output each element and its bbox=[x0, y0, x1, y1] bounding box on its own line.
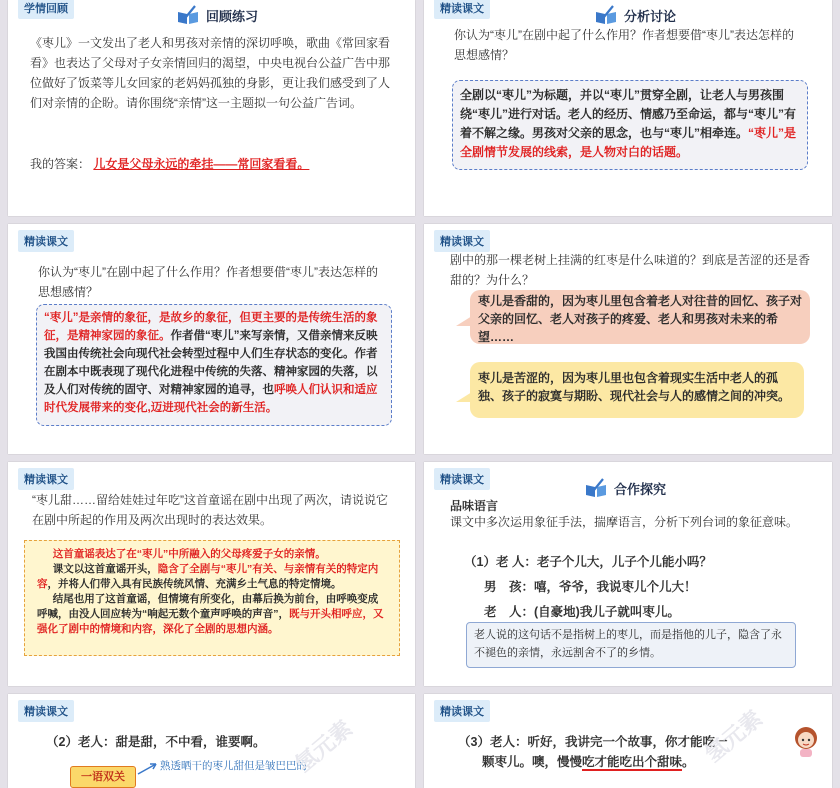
dialogue-question: （2）老人：甜是甜，不中看，谁要啊。 bbox=[46, 735, 266, 749]
answer-line bbox=[30, 154, 398, 174]
dialogue-line-2: 老 人：(自豪地)我儿子就叫枣儿。 bbox=[484, 605, 680, 619]
dialogue-line-2a: 颗枣儿。噢，慢慢 bbox=[482, 755, 583, 769]
pun-note: 熟透晒干的枣儿甜但是皱巴巴的 bbox=[160, 760, 307, 772]
panel-cooperate bbox=[424, 462, 832, 686]
answer-line-2a: 课文以这首童谣开头， bbox=[52, 563, 158, 575]
sweet-bubble bbox=[470, 290, 810, 344]
section-tag: 学情回顾 bbox=[18, 0, 74, 19]
explain-text: 老人说的这句话不是指树上的枣儿，而是指他的儿子，隐含了永不褪色的亲情，永远割舍不了的乡情。 bbox=[474, 629, 782, 659]
answer-box bbox=[452, 80, 808, 170]
answer-black: 作者借“枣儿”来写亲情，又借亲情来反映我国由传统社会向现代社会转型过程中人们生存状态的变化。作者在剧本中既表现了现代化进程中传统的失落、精神家园的失落，以及人们对传统的固守、对精神家园的追寻，也 bbox=[44, 330, 378, 396]
question-text: 你认为“枣儿”在剧中起了什么作用？作者想要借“枣儿”表达怎样的思想感情？ bbox=[38, 265, 378, 299]
explain-box bbox=[466, 622, 796, 668]
answer-line-2b: 隐含了全剧与“枣儿”有关、与亲情有关的特定内容 bbox=[37, 563, 379, 590]
panel-discussion bbox=[424, 0, 832, 216]
bitter-text: 枣儿是苦涩的，因为枣儿里也包含着现实生活中老人的孤独、孩子的寂寞与期盼、现代社会与人的感情之间的冲突。 bbox=[478, 371, 791, 403]
answer-box bbox=[24, 540, 400, 656]
arrow-icon bbox=[136, 760, 160, 778]
panel-symbol bbox=[8, 224, 415, 454]
answer-red-2: 呼唤人们认识和适应时代发展带来的变化,迈进现代社会的新生活。 bbox=[44, 384, 378, 414]
answer-line-2 bbox=[37, 562, 387, 592]
section-tag: 精读课文 bbox=[434, 0, 490, 19]
watermark-text: 氢元素 bbox=[290, 715, 357, 778]
pun-badge: 一语双关 bbox=[70, 766, 136, 788]
answer-red: “枣儿”是全剧情节发展的线索，是人物对白的话题。 bbox=[460, 126, 797, 159]
section-tag: 精读课文 bbox=[18, 230, 74, 252]
sweet-text: 枣儿是香甜的，因为枣儿里包含着老人对往昔的回忆、孩子对父亲的回忆、老人对孩子的疼爱、老人和男孩对未来的希望…… bbox=[478, 294, 803, 344]
question-text: 你认为“枣儿”在剧中起了什么作用？作者想要借“枣儿”表达怎样的思想感情？ bbox=[454, 28, 794, 62]
answer-line-1: 这首童谣表达了在“枣儿”中所融入的父母疼爱子女的亲情。 bbox=[52, 548, 326, 560]
question-text: “枣儿甜……留给娃娃过年吃”这首童谣在剧中出现了两次，请说说它在剧中所起的作用及两次出现时的表达效果。 bbox=[32, 493, 388, 527]
answer-black: 全剧以“枣儿”为标题，并以“枣儿”贯穿全剧，让老人与男孩围绕“枣儿”进行对话。老人的经历、情感乃至命运，都与“枣儿”有着不解之缘。男孩对父亲的思念，也与“枣儿”相牵连。 bbox=[460, 88, 797, 140]
answer-line-3 bbox=[37, 592, 387, 637]
panel-title-text: 分析讨论 bbox=[624, 8, 677, 24]
bitter-bubble bbox=[470, 362, 804, 418]
section-tag: 精读课文 bbox=[434, 468, 490, 490]
panel-title-text: 回顾练习 bbox=[206, 8, 259, 24]
panel-taste bbox=[424, 224, 832, 454]
watermark-text: 氢元素 bbox=[700, 705, 767, 768]
intro-text: 课文中多次运用象征手法，揣摩语言，分析下列台词的象征意味。 bbox=[450, 515, 799, 529]
bubble-tail bbox=[456, 316, 472, 328]
answer-label: 我的答案： bbox=[30, 157, 91, 171]
book-pen-icon bbox=[594, 5, 618, 25]
answer-line-3a: 结尾也用了这首童谣，但情境有所变化，由幕后换为前台，由呼唤变成呼喊，由没人回应转为“响起无数个童声呼唤的声音”， bbox=[37, 593, 379, 620]
panel-review bbox=[8, 0, 415, 216]
panel-title bbox=[584, 478, 666, 498]
dialogue-line-1: 男 孩：嘻，爷爷，我说枣儿个儿大！ bbox=[484, 580, 697, 594]
dialogue-line-1: （3）老人：听好，我讲完一个故事，你才能吃一 bbox=[458, 735, 728, 749]
dialogue-line-2c: 。 bbox=[682, 755, 695, 769]
answer-text: 儿女是父母永远的牵挂——常回家看看。 bbox=[93, 157, 310, 171]
subtitle: 品味语言 bbox=[450, 499, 499, 513]
book-pen-icon bbox=[176, 5, 200, 25]
section-tag: 精读课文 bbox=[18, 700, 74, 722]
panel-title bbox=[176, 5, 258, 25]
book-pen-icon bbox=[584, 478, 608, 498]
section-tag: 精读课文 bbox=[434, 230, 490, 252]
answer-line-2c: ，并将人们带入具有民族传统风情、充满乡土气息的特定情境。 bbox=[47, 578, 342, 590]
panel-rhyme bbox=[8, 462, 415, 686]
dialogue-question: （1）老 人：老子个儿大，儿子个儿能小吗？ bbox=[464, 555, 712, 569]
panel-story bbox=[424, 694, 832, 788]
bubble-tail bbox=[456, 392, 472, 404]
dialogue-line-2 bbox=[482, 752, 695, 772]
answer-red-1: “枣儿”是亲情的象征，是故乡的象征，但更主要的是传统生活的象征，是精神家园的象征。 bbox=[44, 312, 378, 342]
answer-box bbox=[36, 304, 392, 426]
question-text: 剧中的那一棵老树上挂满的红枣是什么味道的？到底是苦涩的还是香甜的？为什么？ bbox=[450, 253, 811, 287]
review-paragraph: 《枣儿》一文发出了老人和男孩对亲情的深切呼唤，歌曲《常回家看看》也表达了父母对子女亲情回归的渴望，中央电视台公益广告中那位做好了饭菜等儿女回家的老妈妈孤独的身影，更让我们感受到了人们对亲情的企盼。请你围绕“亲情”这一主题拟一句公益广告词。 bbox=[30, 36, 391, 110]
answer-line-3b: 既与开头相呼应，又强化了剧中的情境和内容，深化了全剧的思想内涵。 bbox=[37, 608, 384, 635]
panel-title bbox=[594, 5, 676, 25]
dialogue-line-2b: 吃才能吃出个甜味 bbox=[582, 755, 683, 769]
section-tag: 精读课文 bbox=[18, 468, 74, 490]
girl-avatar-icon bbox=[790, 724, 822, 758]
section-tag: 精读课文 bbox=[434, 700, 490, 722]
panel-pun bbox=[8, 694, 415, 788]
panel-title-text: 合作探究 bbox=[614, 481, 667, 497]
